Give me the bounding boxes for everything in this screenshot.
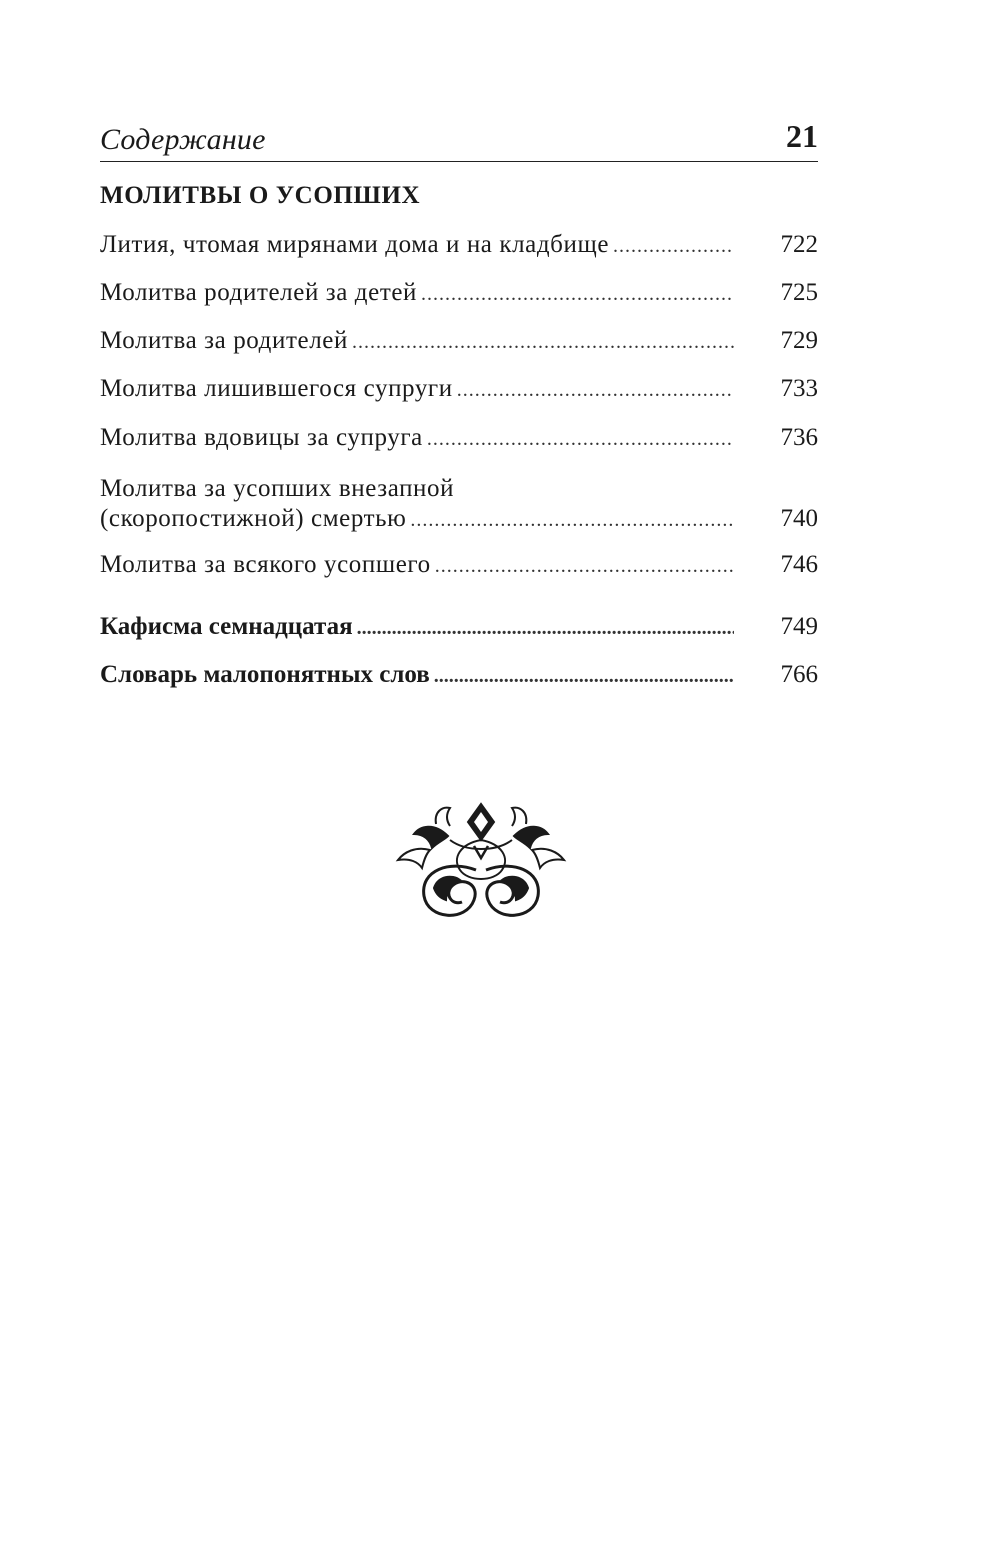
toc-entry-title: Молитва вдовицы за супруга [100, 424, 423, 451]
toc-entry [100, 474, 818, 535]
dot-leader [357, 613, 734, 643]
toc-entry-title: Молитва за всякого усопшего [100, 551, 431, 578]
toc-entry-title: Молитва родителей за детей [100, 279, 418, 306]
toc-entry-title-line2: (скоропостижной) смертью [100, 505, 407, 532]
toc-entry-title: Кафисма семнадцатая [100, 613, 353, 640]
toc-entry [100, 423, 818, 454]
dot-leader [421, 279, 734, 309]
toc-entry [100, 612, 818, 643]
toc-entry-page: 736 [780, 424, 818, 451]
toc-entry-title: Словарь малопонятных слов [100, 661, 430, 688]
toc-entry-page: 733 [780, 375, 818, 402]
toc-entry [100, 230, 818, 261]
running-head [100, 113, 818, 162]
dot-leader [457, 375, 734, 405]
floral-ornament-icon [390, 800, 572, 924]
toc-entry-page: 766 [780, 661, 818, 688]
toc-entry-page: 746 [780, 551, 818, 578]
toc-entry [100, 660, 818, 691]
toc-entry [100, 374, 818, 405]
toc-entry-title: Молитва лишившегося супруги [100, 375, 453, 402]
toc-entry-page: 722 [780, 231, 818, 258]
toc-entry-page: 725 [780, 279, 818, 306]
dot-leader [410, 505, 734, 535]
section-heading: МОЛИТВЫ О УСОПШИХ [100, 182, 421, 209]
toc-entry-title: Молитва за родителей [100, 327, 348, 354]
toc-entry-page: 729 [780, 327, 818, 354]
dot-leader [352, 327, 734, 357]
dot-leader [427, 424, 734, 454]
toc-entry [100, 326, 818, 357]
toc-entry [100, 550, 818, 581]
toc-entry [100, 278, 818, 309]
dot-leader [435, 551, 734, 581]
toc-entry-page: 740 [780, 505, 818, 532]
toc-entry-page: 749 [780, 613, 818, 640]
dot-leader [613, 231, 734, 261]
page-number: 21 [786, 118, 818, 154]
toc-entry-title: Лития, чтомая мирянами дома и на кладбище [100, 231, 610, 258]
running-title: Содержание [100, 123, 266, 156]
dot-leader [434, 661, 734, 691]
toc-entry-title-line1: Молитва за усопших внезапной [100, 475, 455, 502]
